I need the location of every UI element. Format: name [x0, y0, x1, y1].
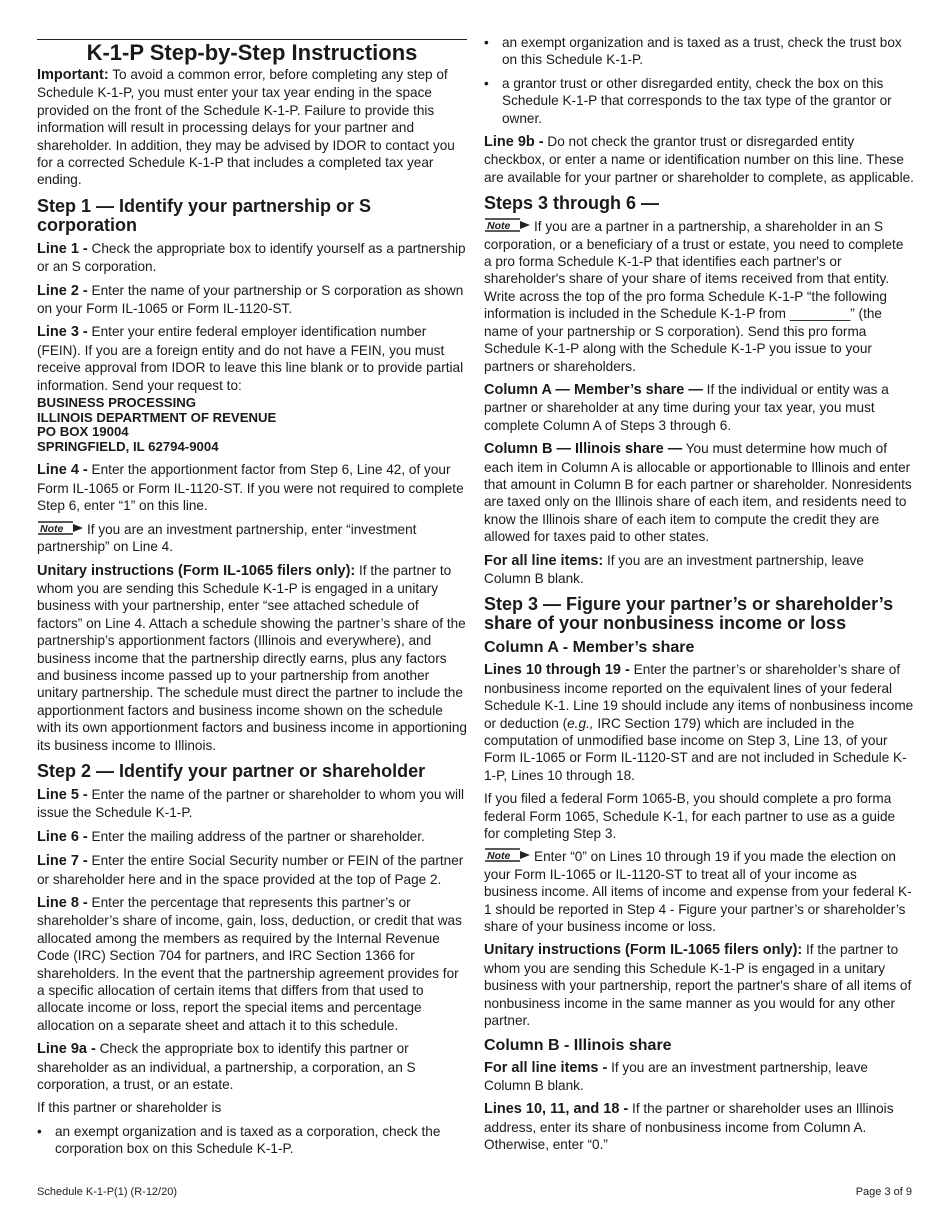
unitary-paragraph: Unitary instructions (Form IL-1065 filers only): If the partner to whom you are sending this Schedule K-1-P is engaged in a unitary business with your partnership, enter “see attached schedule of factors” on Line 4. Attach a schedule showing the partner’s share of the partnership’s apportionment factors (Illinois and everywhere), and business income that the partnership directly earns, plus any factors and business income passed up to your partnership from another unitary partnership. The schedule must direct the partner to include the apportionment factors and business income shown on the schedule with its own apportionment factors and business income in apportioning its business income to Illinois.: [37, 562, 467, 753]
line5-paragraph: Line 5 - Enter the name of the partner or shareholder to whom you will issue the Schedule K-1-P.: [37, 786, 465, 821]
lines10-19-paragraph: Lines 10 through 19 - Enter the partner’s or shareholder’s share of nonbusiness income reported on the equivalent lines of your federal Schedule K-1. Line 19 should include any items of nonbusiness income or deduction (e.g., IRC Section 179) which are included in the computation of unmodified base income on Step 3, Line 13, of your Form IL-1065 or Form IL-1120-ST and are not included in Schedule K-1-P, Lines 10 through 18.: [484, 662, 914, 783]
mailing-address: BUSINESS PROCESSING ILLINOIS DEPARTMENT OF REVENUE PO BOX 19004 SPRINGFIELD, IL 62794-9004: [37, 395, 277, 454]
column-b-paragraph: Column B — Illinois share — You must determine how much of each item in Column A is allocable or apportionable to Illinois and enter that amount in Column B for each partner or shareholder. Nonresidents are taxed only on the Illinois share of each item, and residents need to know the Illinois share of each item to compute the credit they are allowed for taxes paid to other states.: [484, 441, 912, 545]
step3-all-line-items-paragraph: For all line items - If you are an investment partnership, leave Column B blank.: [484, 1059, 868, 1093]
line8-paragraph: Line 8 - Enter the percentage that represents this partner’s or shareholder’s share of income, gain, loss, deduction, or credit that was allocated among the members as required by the Internal Revenue Code (IRC) Section 704 for partners, and IRC Section 1366 for shareholders. In the event that the partnership agreement provides for a specific allocation of certain items that differs from that used to allocate income or loss, report the special items and percentage allocation on a separate sheet and attach it to this schedule.: [37, 895, 462, 1033]
note-arrow-icon: [37, 521, 84, 535]
step3-note-paragraph: Note Enter “0” on Lines 10 through 19 if you made the election on your Form IL-1065 or IL-1120-ST to treat all of your income as business income. All items of income and expense from your federal K-1 should be reported in Step 4 - Figure your partner’s or shareholder’s share of your business income or loss.: [484, 849, 912, 935]
line2-paragraph: Line 2 - Enter the name of your partnership or S corporation as shown on your Form IL-1065 or Form IL-1120-ST.: [37, 282, 464, 317]
column-a-paragraph: Column A — Member’s share — If the individual or entity was a partner or shareholder at any time during your tax year, you must complete Column A of Steps 3 through 6.: [484, 381, 889, 433]
note-paragraph: Note If you are an investment partnership, enter “investment partnership” on Line 4.: [37, 521, 417, 555]
if-partner-text: If this partner or shareholder is: [37, 1100, 222, 1116]
line3-paragraph: Line 3 - Enter your entire federal employer identification number (FEIN). If you are a foreign entity and do not have a FEIN, you must receive approval from IDOR to leave this line blank or to provide partial information. Send your request to:: [37, 324, 464, 393]
entity-type-list-cont: [484, 34, 914, 127]
all-line-items-paragraph: For all line items: If you are an investment partnership, leave Column B blank.: [484, 552, 864, 586]
line1-paragraph: Line 1 - Check the appropriate box to identify yourself as a partnership or an S corporation.: [37, 240, 466, 275]
page-title: K-1-P Step-by-Step Instructions: [37, 39, 467, 66]
steps3to6-heading: Steps 3 through 6 —: [484, 193, 660, 214]
note-arrow-icon: [484, 848, 531, 862]
lines10-11-18-paragraph: Lines 10, 11, and 18 - If the partner or shareholder uses an Illinois address, enter its share of nonbusiness income from Column A. Otherwise, enter “0.”: [484, 1101, 894, 1153]
left-column: [37, 34, 467, 1164]
important-paragraph: Important: To avoid a common error, before completing any step of Schedule K-1-P, you must enter your tax year ending in the space provided on the front of the Schedule K-1-P. Failure to provide this information will result in processing delays for your partner and shareholder. In addition, they may be advised by IDOR to contact you for a corrected Schedule K-1-P that includes a completed tax year ending.: [37, 67, 455, 188]
entity-type-list: [37, 1123, 467, 1158]
svg-text:Note: Note: [487, 850, 511, 863]
svg-text:Note: Note: [487, 220, 511, 233]
line9a-paragraph: Line 9a - Check the appropriate box to identify this partner or shareholder as an individual, a partnership, a corporation, an S corporation, a trust, or an estate.: [37, 1041, 416, 1093]
note-arrow-icon: [484, 218, 531, 232]
line4-paragraph: Line 4 - Enter the apportionment factor from Step 6, Line 42, of your Form IL-1065 or Form IL-1120-ST. If you were not required to complete Step 6, enter “1” on this line.: [37, 462, 464, 514]
form-id-footer: Schedule K-1-P(1) (R-12/20): [37, 1186, 178, 1198]
line9b-paragraph: Line 9b - Do not check the grantor trust or disregarded entity checkbox, or enter a name or identification number on this line. These are available for your partner or shareholder to complete, as applicable.: [484, 134, 914, 185]
line7-paragraph: Line 7 - Enter the entire Social Security number or FEIN of the partner or shareholder here and in the space provided at the top of Page 2.: [37, 853, 464, 887]
page-number-footer: Page 3 of 9: [855, 1186, 912, 1198]
important-label: Important:: [37, 67, 109, 83]
step1-heading: Step 1 — Identify your partnership or S corporation: [37, 195, 372, 235]
column-b-heading: Column B - Illinois share: [484, 1036, 672, 1054]
line6-paragraph: Line 6 - Enter the mailing address of the partner or shareholder.: [37, 828, 425, 845]
step2-heading: Step 2 — Identify your partner or shareholder: [37, 760, 426, 781]
svg-text:Note: Note: [40, 522, 64, 535]
list-item: • a grantor trust or other disregarded entity, check the box on this Schedule K-1-P that corresponds to the tax type of the grantor or owner.: [484, 75, 914, 127]
list-item: • an exempt organization and is taxed as a trust, check the trust box on this Schedule K-1-P.: [484, 34, 914, 69]
column-a-heading: Column A - Member’s share: [484, 639, 695, 657]
step3-unitary-paragraph: Unitary instructions (Form IL-1065 filers only): If the partner to whom you are sending this Schedule K-1-P is engaged in a unitary business with your partnership, report the partner's share of all items of nonbusiness income in the same manner as you would for any other partner.: [484, 942, 912, 1029]
steps-note-paragraph: Note If you are a partner in a partnership, a shareholder in an S corporation, or a beneficiary of a trust or estate, you need to complete a pro forma Schedule K-1-P that identifies each partner's or shareholder's share of your share of items received from that entity. Write across the top of the pro forma Schedule K-1-P “the following information is included in the Schedule K-1-P from ________” (the name of your partnership or S corporation). Send this pro forma Schedule K-1-P along with the Schedule K-1-P you issue to your partners or shareholders.: [484, 219, 904, 374]
step3-heading: Step 3 — Figure your partner’s or shareholder’s share of your nonbusiness income or loss: [484, 594, 894, 634]
form1065b-paragraph: If you filed a federal Form 1065-B, you should complete a pro forma federal Form 1065, Schedule K-1, for each partner to use as a guide for completing Step 3.: [484, 791, 896, 842]
right-column: [484, 34, 914, 1160]
list-item: • an exempt organization and is taxed as a corporation, check the corporation box on this Schedule K-1-P.: [37, 1123, 467, 1158]
